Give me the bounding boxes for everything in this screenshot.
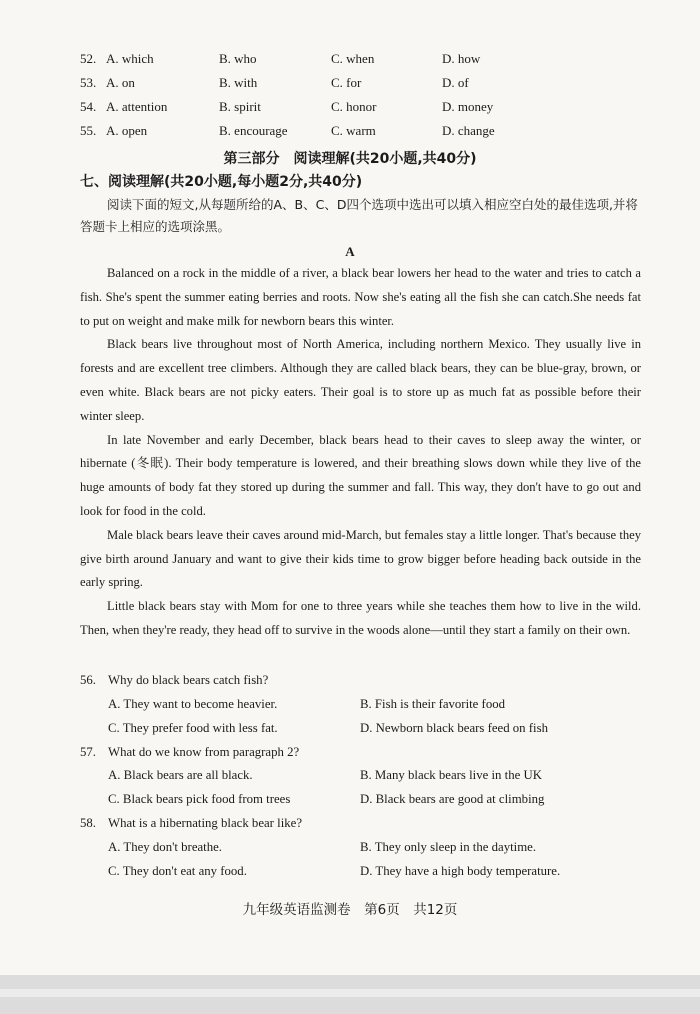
option-d: D. of [442,75,469,90]
option-c: C. warm [331,123,376,138]
question-number: 54. [80,99,97,114]
choice-57-b: B. Many black bears live in the UK [360,768,542,782]
page-footer: 九年级英语监测卷 第6页 共12页 [242,902,458,918]
question-number: 58. [80,816,96,830]
question-56 [80,673,268,688]
option-a: A. open [106,123,148,138]
option-b: B. who [219,51,257,66]
option-b: B. with [219,75,258,90]
passage-letter: A [345,244,355,259]
option-b: B. encourage [219,123,288,138]
question-text: What is a hibernating black bear like? [108,816,303,830]
question-number: 53. [80,75,97,90]
option-c: C. honor [331,99,377,114]
paragraph-1: Balanced on a rock in the middle of a river, a black bear lowers her head to the water and tries to catch a fish. She's spent the summer eating berries and roots. Now she's eating all the fish she can catch.She needs fat to put on weight and make milk for newborn bears this winter. [80,266,641,328]
instructions: 阅读下面的短文,从每题所给的A、B、C、D四个选项中选出可以填入相应空白处的最佳选项,并将答题卡上相应的选项涂黑。 [80,197,638,234]
option-c: C. for [331,75,362,90]
choice-56-a: A. They want to become heavier. [108,697,278,711]
paper-edge [0,989,700,997]
choice-56-d: D. Newborn black bears feed on fish [360,721,548,735]
choice-58-d: D. They have a high body temperature. [360,864,561,878]
paragraph-3: In late November and early December, black bears head to their caves to sleep away the winter, or hibernate (冬眠). Their body temperature is lowered, and their breathing slows down while they live of the huge amounts of body fat they stored up during the summer and fall. This way, they don't have to go out and look for food in the cold. [80,432,641,518]
choice-58-b: B. They only sleep in the daytime. [360,840,537,854]
paragraph-5: Little black bears stay with Mom for one to three years while she teaches them how to live in the wild. Then, when they're ready, they head off to survive in the woods alone—until they start a family on their own. [80,599,641,637]
question-58 [80,816,302,831]
reading-passage [80,262,641,643]
question-number: 55. [80,123,97,138]
choice-57-d: D. Black bears are good at climbing [360,792,545,806]
option-b: B. spirit [219,99,261,114]
choice-56-c: C. They prefer food with less fat. [108,721,278,735]
option-d: D. how [442,51,481,66]
question-57 [80,745,299,760]
question-text: Why do black bears catch fish? [108,673,269,687]
choice-58-c: C. They don't eat any food. [108,864,247,878]
choice-56-b: B. Fish is their favorite food [360,697,506,711]
choice-57-a: A. Black bears are all black. [108,768,253,782]
option-d: D. money [442,99,494,114]
scan-bottom-strip [0,975,700,1014]
option-c: C. when [331,51,375,66]
question-number: 52. [80,51,97,66]
question-number: 57. [80,745,96,759]
option-a: A. which [106,51,154,66]
question-text: What do we know from paragraph 2? [108,745,300,759]
paragraph-4: Male black bears leave their caves around mid-March, but females stay a little longer. That's because they give birth around January and want to give their kids time to grow bigger before heading back outside in the early spring. [80,527,641,590]
part-title: 第三部分 阅读理解(共20小题,共40分) [223,151,477,167]
option-a: A. on [106,75,135,90]
paragraph-2: Black bears live throughout most of North America, including northern Mexico. They usually live in forests and are excellent tree climbers. Although they are called black bears, they can be blue-gray, brown, or even white. Black bears are not picky eaters. Their goal is to store up as much fat as possible before their winter sleep. [80,337,641,423]
option-d: D. change [442,123,495,138]
choice-57-c: C. Black bears pick food from trees [108,792,291,806]
choice-58-a: A. They don't breathe. [108,840,223,854]
question-number: 56. [80,673,96,687]
section-title: 七、阅读理解(共20小题,每小题2分,共40分) [80,174,363,190]
option-a: A. attention [106,99,168,114]
